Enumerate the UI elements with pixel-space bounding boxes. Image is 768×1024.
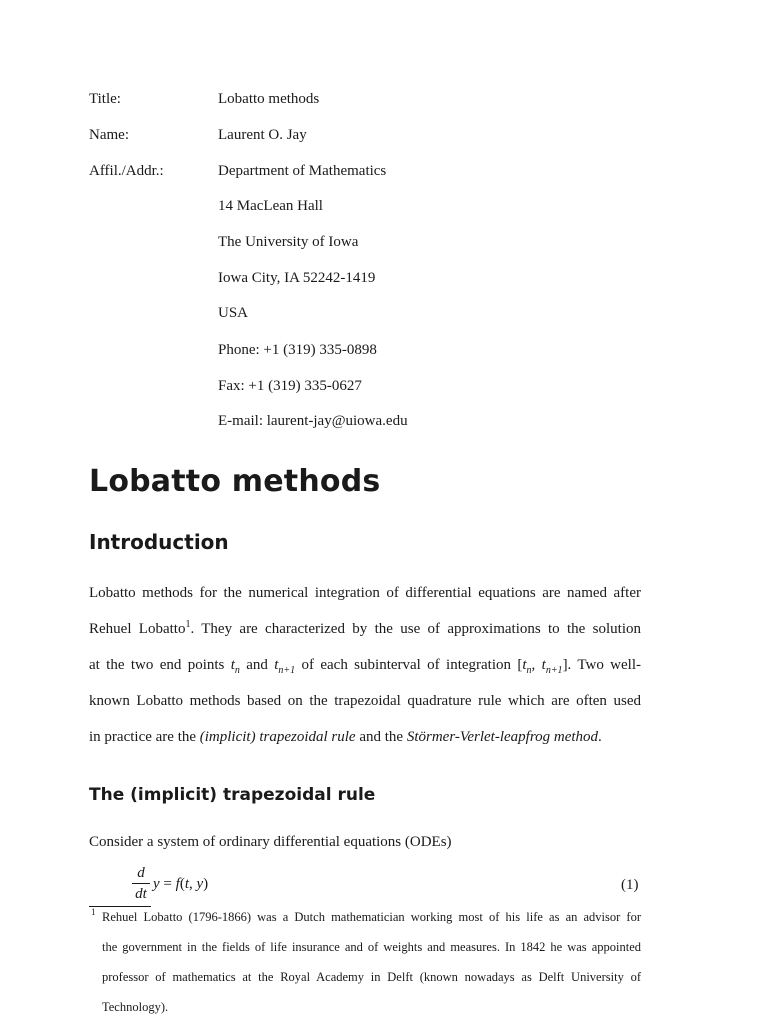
equation-number: (1) [621,877,639,893]
document-title: Lobatto methods [89,464,381,499]
fraction-numerator: d [137,865,145,881]
meta-affil-label: Affil./Addr.: [89,163,164,179]
address-line: 14 MacLean Hall [218,198,323,214]
section-heading-introduction: Introduction [89,530,229,554]
address-line: Department of Mathematics [218,163,387,179]
footnote-line: Technology). [102,1000,169,1014]
meta-name-label: Name: [89,127,129,143]
footnote-mark: 1 [91,907,96,917]
intro-line-1: Lobatto methods for the numerical integration of differential equations are named after [89,585,641,601]
equation-rhs: y = f(t, y) [153,876,209,892]
address-line: The University of Iowa [218,234,359,250]
footnote-ref: 1 [185,619,191,630]
fax-line: Fax: +1 (319) 335-0627 [218,378,362,394]
subsection-heading-trapezoidal: The (implicit) trapezoidal rule [89,785,376,805]
intro-line-2 [89,620,641,638]
meta-title-value: Lobatto methods [218,91,320,107]
fraction-bar [132,883,150,884]
intro-text: Rehuel Lobatto [89,621,186,637]
derivative-fraction [132,864,150,903]
trap-line-1: Consider a system of ordinary differential equations (ODEs) [89,834,452,850]
emph-trapezoidal-rule: (implicit) trapezoidal rule [199,729,356,745]
address-line: USA [218,305,249,321]
footnote-line: professor of mathematics at the Royal Academy in Delft (known nowadays as Delft University of [102,970,641,984]
intro-text: . They are characterized by the use of approximations to the solution [190,621,641,637]
meta-name-value: Laurent O. Jay [218,127,307,143]
address-line: Iowa City, IA 52242-1419 [218,270,376,286]
footnote-line: Rehuel Lobatto (1796-1866) was a Dutch mathematician working most of his life as an advisor for [102,910,641,924]
intro-line-4: known Lobatto methods based on the trapezoidal quadrature rule which are often used [89,693,641,709]
intro-line-3: at the two end points $t_n$ and $t_{n+1}$ of each subinterval of integration [$t_n$, $t_{n+1}$]. Two well- [89,657,641,676]
fraction-denominator: dt [135,886,147,902]
footnote-line: the government in the fields of life insurance and of weights and measures. In 1842 he was appointed [102,940,641,954]
intro-line-5: in practice are the (implicit) trapezoidal rule and the Störmer-Verlet-leapfrog method. [89,729,602,745]
footnote-rule [89,906,151,907]
meta-title-label: Title: [89,91,121,107]
emph-stormer-verlet: Störmer-Verlet-leapfrog method [406,729,599,745]
phone-line: Phone: +1 (319) 335-0898 [218,342,377,358]
email-line: E-mail: laurent-jay@uiowa.edu [218,413,408,429]
